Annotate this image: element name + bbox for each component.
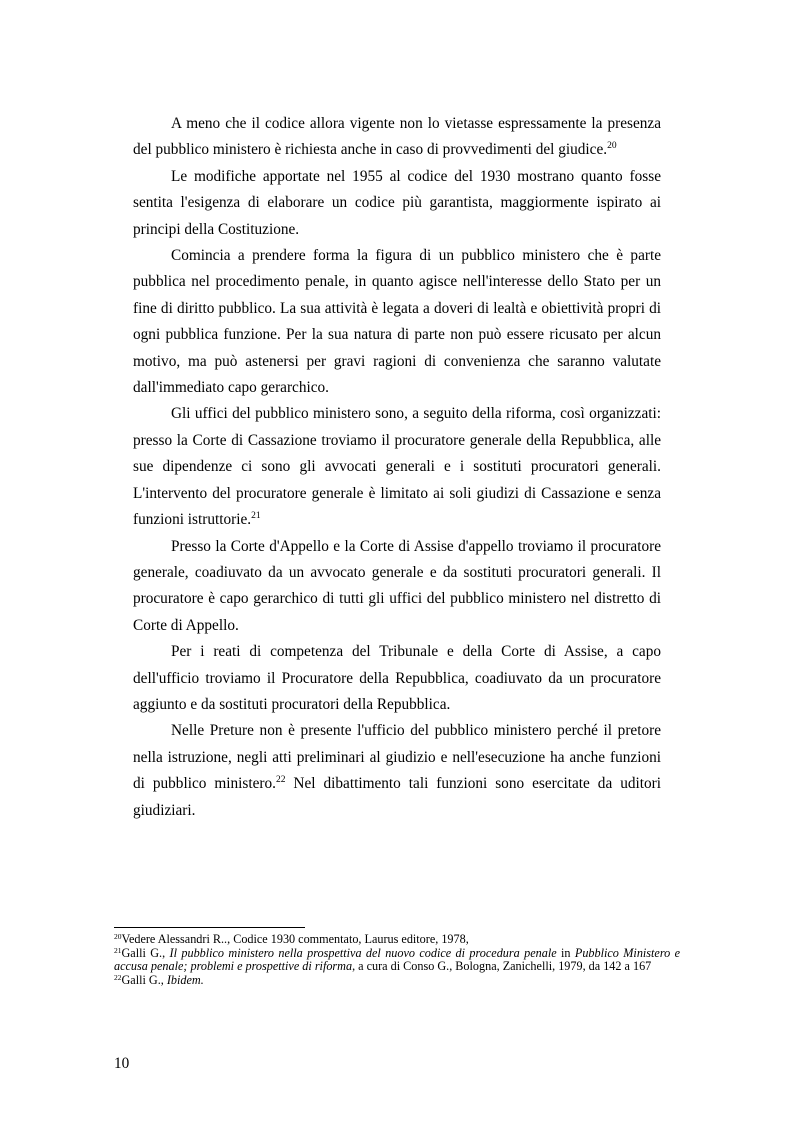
paragraph-text: Le modifiche apportate nel 1955 al codice del 1930 mostrano quanto fosse sentita l'esigenza di elaborare un codice più garantista, maggiormente ispirato ai principi della Costituzione. <box>133 167 661 238</box>
footnote-separator <box>114 927 305 928</box>
footnote-text: Galli G., <box>121 945 170 960</box>
footnote-20 <box>114 933 680 947</box>
paragraph-text: A meno che il codice allora vigente non lo vietasse espressamente la presenza del pubblico ministero è richiesta anche in caso di provvedimenti del giudice. <box>133 115 661 159</box>
paragraph-text: Nelle Preture non è presente l'ufficio del pubblico ministero perché il pretore nella istruzione, negli atti preliminari al giudizio e nell'esecuzione ha anche funzioni di pubblico ministero. <box>133 722 661 793</box>
footnote-number: 20 <box>114 932 122 941</box>
paragraph-text: Per i reati di competenza del Tribunale e della Corte di Assise, a capo dell'ufficio troviamo il Procuratore della Repubblica, coadiuvato da un procuratore aggiunto e da sostituti procuratori della Repubblica. <box>133 643 661 713</box>
paragraph-text: Comincia a prendere forma la figura di un pubblico ministero che è parte pubblica nel procedimento penale, in quanto agisce nell'interesse dello Stato per un fine di diritto pubblico. La sua attività è legata a doveri di lealtà e obiettività propri di ogni pubblica funzione. Per la sua natura di parte non può essere ricusato per alcun motivo, ma può astenersi per gravi ragioni di convenienza che saranno valutate dall'immediato capo gerarchico. <box>133 247 661 397</box>
footnote-ref-22: 22 <box>275 775 286 786</box>
footnote-ref-20: 20 <box>607 141 617 152</box>
paragraph <box>133 111 661 164</box>
footnote-text: Galli G., <box>121 972 167 987</box>
footnote-22 <box>114 974 680 988</box>
footnote-title: Ibidem. <box>166 972 204 987</box>
footnote-title: Il pubblico ministero nella prospettiva del nuovo codice di procedura penale <box>169 945 557 960</box>
body-text <box>133 111 661 824</box>
footnotes <box>114 933 680 987</box>
footnote-number: 22 <box>114 972 122 982</box>
footnote-text: in <box>556 945 575 960</box>
footnote-title: Pubblico Ministero e accusa penale; problemi e prospettive di riforma <box>114 945 681 974</box>
paragraph <box>133 639 661 718</box>
footnote-ref-21: 21 <box>251 511 261 522</box>
footnote-21 <box>114 947 680 974</box>
paragraph-text: Nel dibattimento tali funzioni sono esercitate da uditori giudiziari. <box>133 775 661 819</box>
paragraph <box>133 243 661 401</box>
footnote-text: , a cura di Conso G., Bologna, Zanichelli, 1979, da 142 a 167 <box>352 959 652 974</box>
paragraph <box>133 534 661 640</box>
paragraph <box>133 164 661 243</box>
paragraph <box>133 401 661 533</box>
page-number: 10 <box>114 1055 130 1072</box>
footnote-text: Vedere Alessandri R.., Codice 1930 commentato, Laurus editore, 1978, <box>121 932 469 946</box>
paragraph-text: Gli uffici del pubblico ministero sono, a seguito della riforma, così organizzati: presso la Corte di Cassazione troviamo il procuratore generale della Repubblica, alle sue dipendenze ci sono gli avvocati generali e i sostituti procuratori generali. L'intervento del procuratore generale è limitato ai soli giudizi di Cassazione e senza funzioni istruttorie. <box>133 405 661 529</box>
paragraph-text: Presso la Corte d'Appello e la Corte di Assise d'appello troviamo il procuratore generale, coadiuvato da un avvocato generale e da sostituti procuratori generali. Il procuratore è capo gerarchico di tutti gli uffici del pubblico ministero nel distretto di Corte di Appello. <box>133 537 661 634</box>
paragraph <box>133 718 661 824</box>
footnote-number: 21 <box>114 945 122 955</box>
